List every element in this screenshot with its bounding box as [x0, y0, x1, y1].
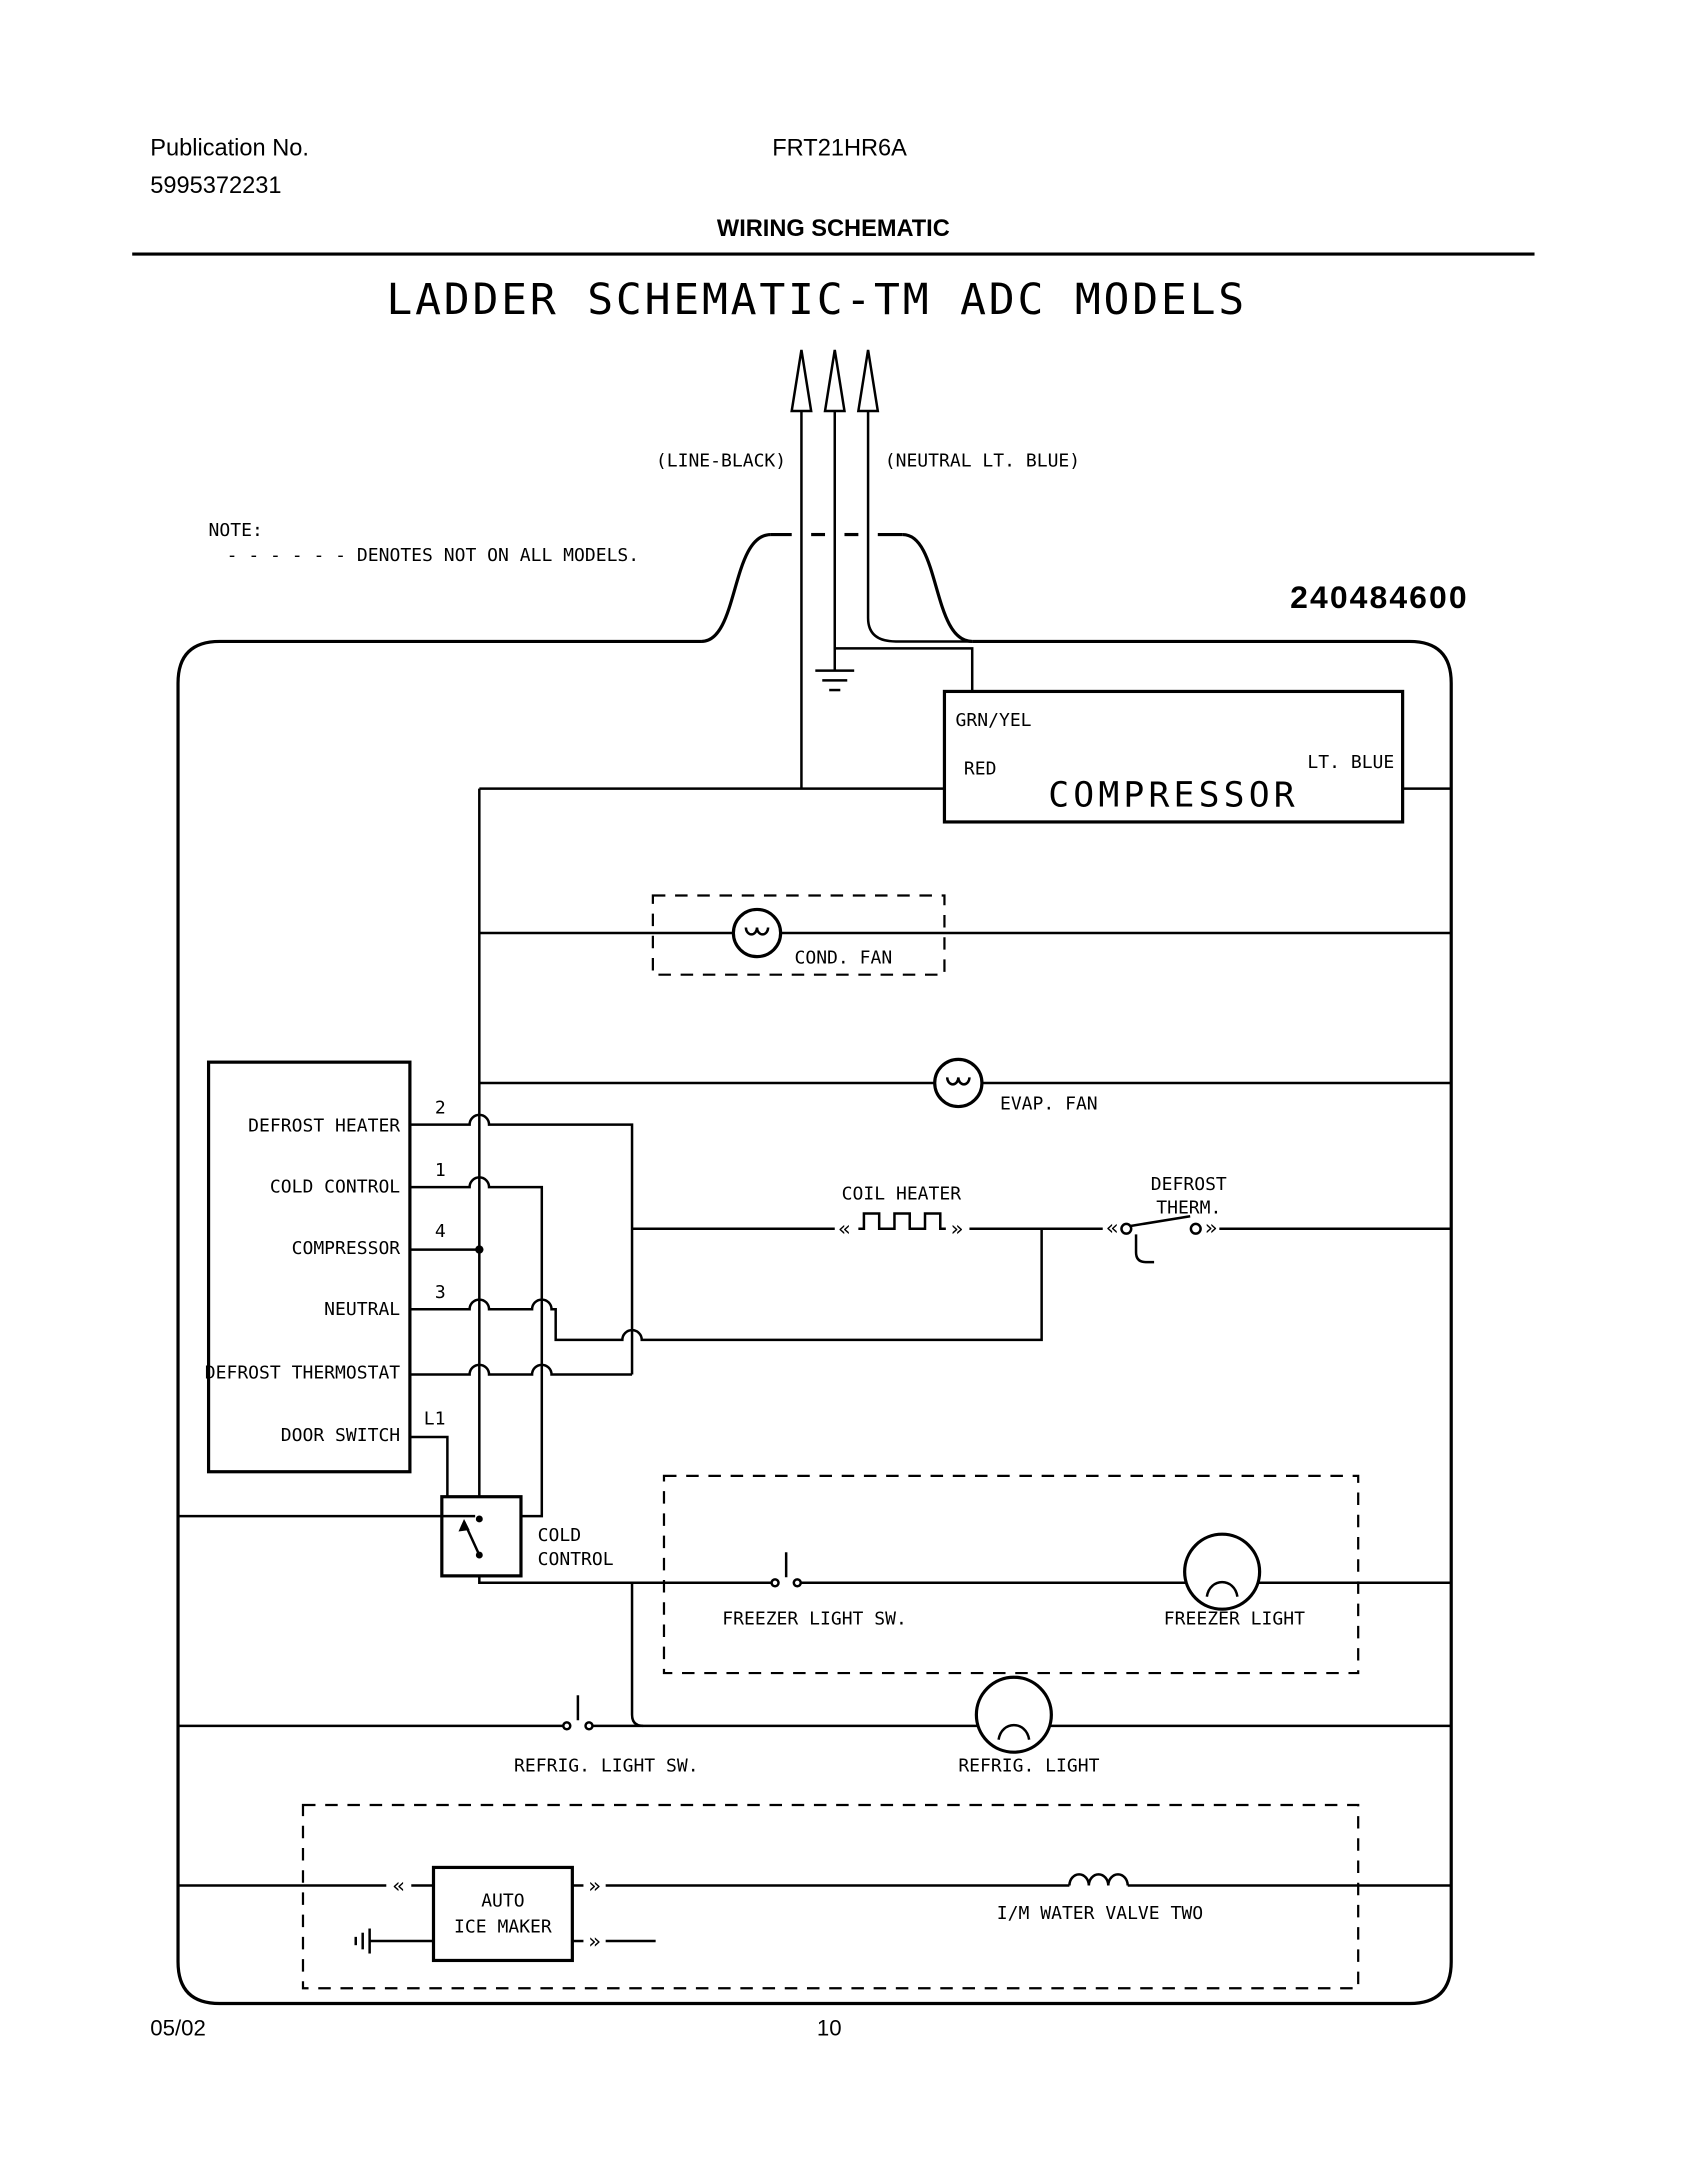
model-number: FRT21HR6A [772, 135, 907, 162]
wire-door-switch [410, 1437, 447, 1497]
junction-dot-compressor [475, 1245, 483, 1253]
auto-ice-maker-label-line1: AUTO [481, 1890, 525, 1912]
grn-yel-label: GRN/YEL [955, 710, 1032, 732]
neutral-wire [868, 411, 972, 641]
defrost-therm-contact-left-icon [1121, 1224, 1131, 1234]
publication-label: Publication No. [150, 135, 309, 162]
frame-bump-left-curve [701, 535, 770, 642]
terminal-label-door-switch: DOOR SWITCH [280, 1425, 401, 1447]
footer-page-number: 10 [816, 2015, 842, 2041]
compressor-label: COMPRESSOR [1048, 775, 1299, 816]
freezer-lamp-filament-icon [1207, 1582, 1238, 1597]
evap-fan-motor-coil-icon [947, 1077, 969, 1084]
defrost-therm-sensor-icon [1136, 1234, 1154, 1262]
ladder-frame [178, 535, 1451, 2004]
evap-fan-rung [479, 1059, 1451, 1114]
refrig-light-rung [178, 1677, 1451, 1776]
neutral-label: (NEUTRAL LT. BLUE) [884, 450, 1081, 472]
cold-control-contact-top-icon [476, 1515, 483, 1522]
neutral-arrow-icon [858, 350, 877, 411]
diagram-title: LADDER SCHEMATIC-TM ADC MODELS [386, 274, 1247, 325]
line-arrow-icon [792, 350, 811, 411]
red-label: RED [963, 758, 997, 780]
cold-control-label-line1: COLD [537, 1525, 582, 1547]
defrost-therm-contact-right-icon [1191, 1224, 1201, 1234]
terminal-pin-3: 3 [434, 1282, 446, 1304]
water-valve-coil-icon [1069, 1874, 1127, 1885]
defrost-therm-label-line2: THERM. [1156, 1197, 1222, 1219]
terminal-label-compressor: COMPRESSOR [291, 1237, 401, 1259]
frame-outline [178, 641, 1451, 2003]
ground-arrow-icon [825, 350, 844, 411]
cond-fan-label: COND. FAN [794, 947, 893, 969]
freezer-light-label: FREEZER LIGHT [1163, 1608, 1305, 1630]
compressor-rung [479, 691, 1451, 822]
wire-cold-control [410, 1177, 542, 1516]
refrig-lamp-filament-icon [999, 1725, 1030, 1740]
publication-number: 5995372231 [150, 172, 282, 199]
chassis-ground-icon [356, 1929, 434, 1954]
frame-bump-right-curve [903, 535, 972, 642]
terminal-label-defrost-thermostat: DEFROST THERMOSTAT [204, 1362, 401, 1384]
freezer-wire-left [479, 1576, 771, 1583]
defrost-therm-connector-left-icon: « [1106, 1215, 1119, 1240]
refrig-light-switch-label: REFRIG. LIGHT SW. [514, 1755, 699, 1777]
cold-control-box [442, 1497, 521, 1576]
defrost-therm-connector-right-icon: » [1204, 1215, 1218, 1240]
defrost-therm-label-line1: DEFROST [1150, 1173, 1227, 1195]
wire-defrost-heater [410, 1115, 632, 1375]
refrig-light-label: REFRIG. LIGHT [958, 1755, 1100, 1777]
grn-yel-wire [835, 648, 972, 691]
refrig-switch-contact-right-icon [586, 1722, 593, 1729]
freezer-switch-contact-right-icon [794, 1579, 801, 1586]
cold-control-label-line2: CONTROL [537, 1548, 614, 1570]
freezer-optional-box [664, 1476, 1358, 1673]
footer-date: 05/02 [150, 2015, 206, 2041]
evap-fan-motor-icon [935, 1059, 982, 1106]
valve-connector-out-icon: » [588, 1873, 601, 1898]
terminal-label-cold-control: COLD CONTROL [269, 1176, 401, 1198]
terminal-wires [410, 1115, 1042, 1516]
terminal-pin-1: 1 [434, 1160, 446, 1181]
auto-ice-maker-label-line2: ICE MAKER [454, 1916, 552, 1938]
wire-defrost-thermostat [410, 1365, 632, 1375]
note-text: - - - - - - DENOTES NOT ON ALL MODELS. [226, 544, 640, 566]
earth-ground-icon [815, 671, 854, 690]
terminal-pin-l1: L1 [423, 1408, 446, 1430]
cold-control-blade-arrow-icon [458, 1519, 469, 1531]
terminal-label-neutral: NEUTRAL [324, 1298, 401, 1320]
terminal-label-defrost-heater: DEFROST HEATER [248, 1115, 401, 1137]
cond-fan-rung [479, 896, 1451, 975]
coil-heater-connector-right-icon: » [950, 1216, 964, 1241]
light-link-wire [632, 1583, 643, 1726]
part-number: 240484600 [1290, 579, 1469, 616]
refrig-lamp-icon [976, 1677, 1051, 1752]
cond-fan-motor-icon [733, 909, 780, 956]
note-block [209, 520, 640, 566]
coil-heater-element-icon [858, 1213, 945, 1228]
wire-neutral [410, 1229, 1042, 1340]
freezer-light-switch-label: FREEZER LIGHT SW. [722, 1608, 907, 1630]
footer [150, 2015, 841, 2040]
terminal-pin-4: 4 [434, 1221, 446, 1243]
freezer-light-rung [479, 1476, 1451, 1726]
evap-fan-label: EVAP. FAN [999, 1093, 1098, 1115]
lt-blue-label: LT. BLUE [1307, 751, 1395, 773]
freezer-lamp-icon [1185, 1534, 1260, 1609]
coil-heater-connector-left-icon: « [838, 1216, 851, 1241]
coil-heater-label: COIL HEATER [841, 1183, 962, 1205]
note-label: NOTE: [208, 519, 263, 541]
cond-fan-motor-coil-icon [746, 927, 768, 934]
cold-control-switch [178, 1497, 614, 1576]
ice-maker-connector-in-icon: « [392, 1873, 406, 1898]
section-title: WIRING SCHEMATIC [716, 216, 950, 243]
auto-ice-maker-box [434, 1867, 573, 1960]
refrig-switch-contact-left-icon [563, 1722, 570, 1729]
line-black-label: (LINE-BLACK) [655, 450, 787, 472]
water-valve-label: I/M WATER VALVE TWO [996, 1902, 1204, 1924]
terminal-block [205, 1062, 446, 1472]
terminal-pin-2: 2 [434, 1097, 446, 1119]
freezer-switch-contact-left-icon [772, 1579, 779, 1586]
ice-maker-rung [178, 1805, 1451, 1988]
ice-maker-connector-out2-icon: » [588, 1928, 601, 1953]
